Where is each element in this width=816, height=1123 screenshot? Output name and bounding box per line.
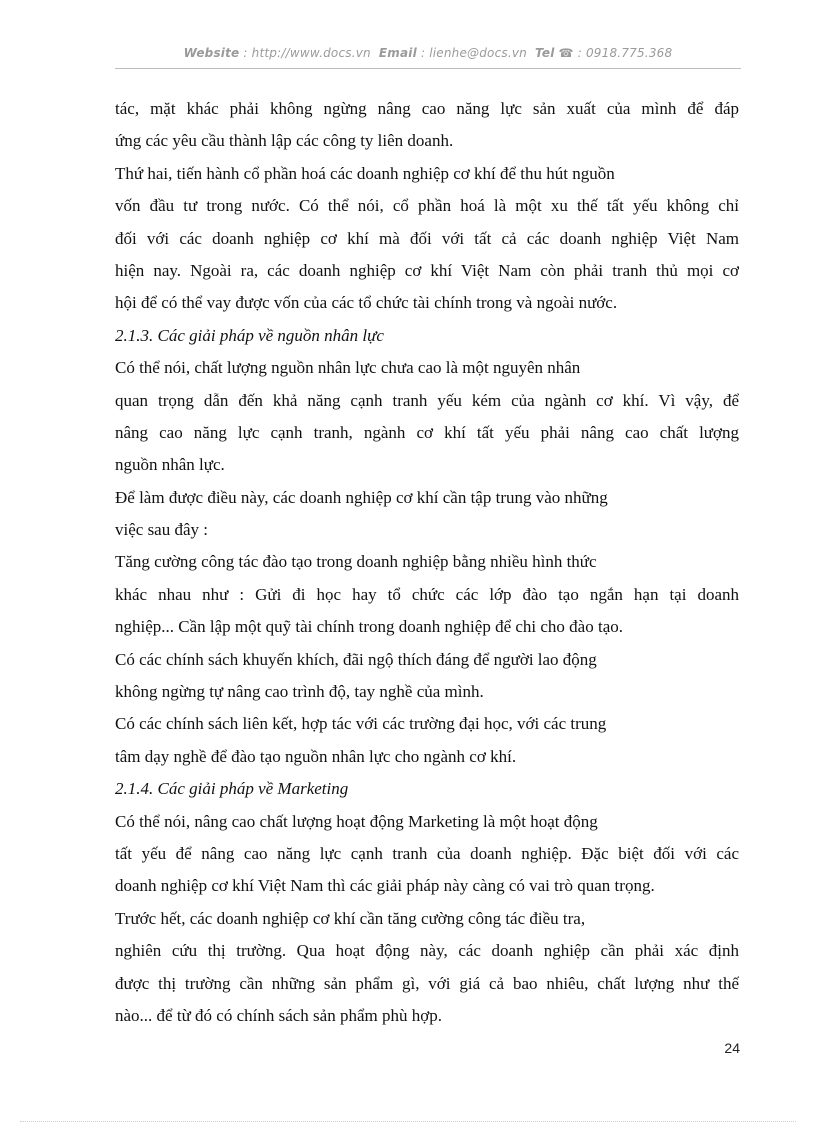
header-divider bbox=[115, 68, 741, 69]
text-line: Có thể nói, nâng cao chất lượng hoạt động Marketing là một hoạt động bbox=[115, 811, 598, 831]
text-line: Có các chính sách khuyến khích, đãi ngộ thích đáng để người lao động bbox=[115, 649, 597, 669]
text-line: tâm dạy nghề để đào tạo nguồn nhân lực cho ngành cơ khí. bbox=[115, 746, 517, 766]
section-heading: 2.1.4. Các giải pháp về Marketing bbox=[115, 779, 349, 799]
text-line: tác, mặt khác phải không ngừng nâng cao năng lực sản xuất của mình để đáp bbox=[115, 99, 739, 118]
text-line: doanh nghiệp cơ khí Việt Nam thì các giải pháp này càng có vai trò quan trọng. bbox=[115, 876, 655, 896]
text-line: nguồn nhân lực. bbox=[115, 455, 225, 475]
text-line: nghiệp... Cần lập một quỹ tài chính trong doanh nghiệp để chi cho đào tạo. bbox=[115, 617, 623, 637]
text-line: việc sau đây : bbox=[115, 520, 208, 540]
text-line: Trước hết, các doanh nghiệp cơ khí cần tăng cường công tác điều tra, bbox=[115, 908, 586, 928]
website-value: : http://www.docs.vn bbox=[243, 46, 371, 60]
page-number: 24 bbox=[724, 1040, 740, 1056]
text-line: nào... để từ đó có chính sách sản phẩm phù hợp. bbox=[115, 1005, 442, 1025]
text-line: nghiên cứu thị trường. Qua hoạt động này, các doanh nghiệp cần phải xác định bbox=[115, 941, 739, 961]
footer-divider bbox=[20, 1121, 796, 1122]
email-label: Email bbox=[378, 46, 417, 60]
text-line: Để làm được điều này, các doanh nghiệp cơ khí cần tập trung vào những bbox=[115, 487, 608, 507]
text-line: Có các chính sách liên kết, hợp tác với các trường đại học, với các trung bbox=[115, 714, 607, 734]
section-heading: 2.1.3. Các giải pháp về nguồn nhân lực bbox=[115, 325, 384, 345]
text-line: đối với các doanh nghiệp cơ khí mà đối với tất cả các doanh nghiệp Việt Nam bbox=[115, 228, 739, 248]
text-line: tất yếu để nâng cao năng lực cạnh tranh của doanh nghiệp. Đặc biệt đối với các bbox=[115, 843, 739, 863]
text-line: Tăng cường công tác đào tạo trong doanh nghiệp bằng nhiều hình thức bbox=[115, 552, 597, 572]
text-line: hiện nay. Ngoài ra, các doanh nghiệp cơ khí Việt Nam còn phải tranh thủ mọi cơ bbox=[115, 260, 739, 280]
tel-label: Tel bbox=[535, 46, 555, 60]
page-header bbox=[115, 46, 741, 60]
email-value: : lienhe@docs.vn bbox=[420, 46, 527, 60]
text-line: nâng cao năng lực cạnh tranh, ngành cơ khí tất yếu phải nâng cao chất lượng bbox=[115, 422, 739, 442]
text-line: hội để có thể vay được vốn của các tổ chức tài chính trong và ngoài nước. bbox=[115, 293, 618, 313]
text-line: ứng các yêu cầu thành lập các công ty liên doanh. bbox=[115, 131, 454, 151]
website-label: Website bbox=[183, 46, 240, 60]
text-line: quan trọng dẫn đến khả năng cạnh tranh yếu kém của ngành cơ khí. Vì vậy, để bbox=[115, 390, 739, 410]
text-line: không ngừng tự nâng cao trình độ, tay nghề của mình. bbox=[115, 682, 484, 702]
text-line: được thị trường cần những sản phẩm gì, với giá cả bao nhiêu, chất lượng như thế bbox=[115, 973, 739, 993]
text-line: khác nhau như : Gửi đi học hay tổ chức các lớp đào tạo ngắn hạn tại doanh bbox=[115, 584, 739, 604]
text-line: Thứ hai, tiến hành cổ phần hoá các doanh nghiệp cơ khí để thu hút nguồn bbox=[115, 163, 615, 183]
tel-value: ☎ : 0918.775.368 bbox=[558, 46, 673, 60]
text-line: vốn đầu tư trong nước. Có thể nói, cổ phần hoá là một xu thế tất yếu không chỉ bbox=[115, 196, 739, 216]
document-body bbox=[115, 93, 739, 1032]
text-line: Có thể nói, chất lượng nguồn nhân lực chưa cao là một nguyên nhân bbox=[115, 358, 581, 378]
